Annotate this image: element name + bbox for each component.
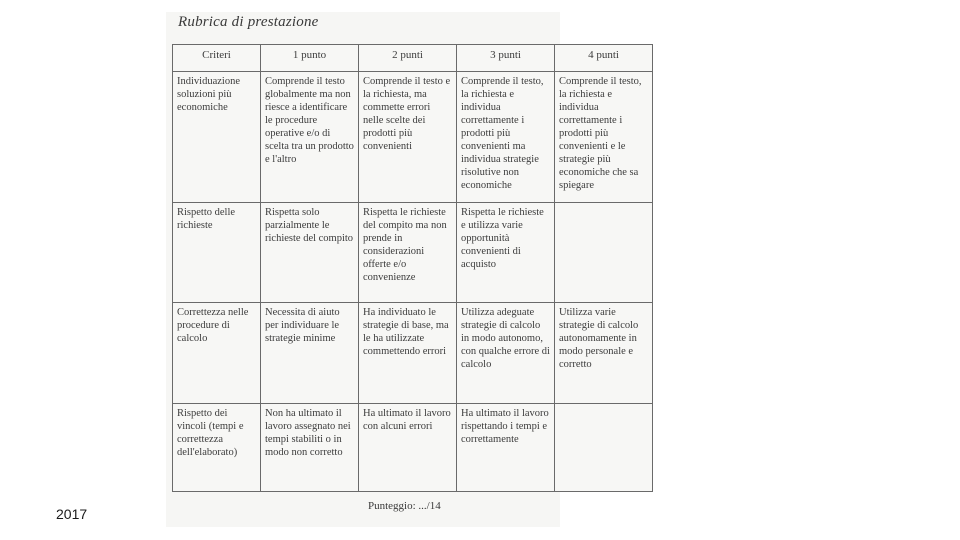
table-cell: Ha ultimato il lavoro rispettando i tempi e correttamente bbox=[457, 403, 555, 491]
rubric-title: Rubrica di prestazione bbox=[178, 14, 319, 30]
score-line: Punteggio: .../14 bbox=[368, 500, 441, 512]
column-header-criteri: Criteri bbox=[173, 45, 261, 72]
table-cell: Utilizza adeguate strategie di calcolo in modo autonomo, con qualche errore di calcolo bbox=[457, 303, 555, 403]
column-header-1-punto: 1 punto bbox=[261, 45, 359, 72]
table-cell bbox=[555, 202, 653, 302]
column-header-3-punti: 3 punti bbox=[457, 45, 555, 72]
table-cell: Comprende il testo globalmente ma non riesce a identificare le procedure operative e/o di scelta tra un prodotto e l'altro bbox=[261, 72, 359, 203]
table-cell: Ha ultimato il lavoro con alcuni errori bbox=[359, 403, 457, 491]
table-cell: Ha individuato le strategie di base, ma le ha utilizzate commettendo errori bbox=[359, 303, 457, 403]
table-cell: Comprende il testo, la richiesta e individua correttamente i prodotti più convenienti ma individua strategie risolutive non economiche bbox=[457, 72, 555, 203]
header-row bbox=[173, 45, 653, 72]
table-cell: Utilizza varie strategie di calcolo autonomamente in modo personale e corretto bbox=[555, 303, 653, 403]
criterion-cell: Correttezza nelle procedure di calcolo bbox=[173, 303, 261, 403]
table-cell: Rispetta solo parzialmente le richieste del compito bbox=[261, 202, 359, 302]
rubric-table bbox=[172, 44, 653, 492]
table-cell: Comprende il testo e la richiesta, ma commette errori nelle scelte dei prodotti più convenienti bbox=[359, 72, 457, 203]
table-cell: Necessita di aiuto per individuare le strategie minime bbox=[261, 303, 359, 403]
table-row bbox=[173, 72, 653, 203]
table-cell: Non ha ultimato il lavoro assegnato nei tempi stabiliti o in modo non corretto bbox=[261, 403, 359, 491]
slide-year: 2017 bbox=[56, 506, 88, 522]
table-row bbox=[173, 303, 653, 403]
table-cell bbox=[555, 403, 653, 491]
criterion-cell: Rispetto delle richieste bbox=[173, 202, 261, 302]
column-header-4-punti: 4 punti bbox=[555, 45, 653, 72]
table-cell: Rispetta le richieste del compito ma non prende in considerazioni offerte e/o convenienze bbox=[359, 202, 457, 302]
criterion-cell: Individuazione soluzioni più economiche bbox=[173, 72, 261, 203]
table-cell: Comprende il testo, la richiesta e individua correttamente i prodotti più convenienti e le strategie più economiche che sa spiegare bbox=[555, 72, 653, 203]
column-header-2-punti: 2 punti bbox=[359, 45, 457, 72]
criterion-cell: Rispetto dei vincoli (tempi e correttezza dell'elaborato) bbox=[173, 403, 261, 491]
table-cell: Rispetta le richieste e utilizza varie opportunità convenienti di acquisto bbox=[457, 202, 555, 302]
table-row bbox=[173, 403, 653, 491]
table-row bbox=[173, 202, 653, 302]
